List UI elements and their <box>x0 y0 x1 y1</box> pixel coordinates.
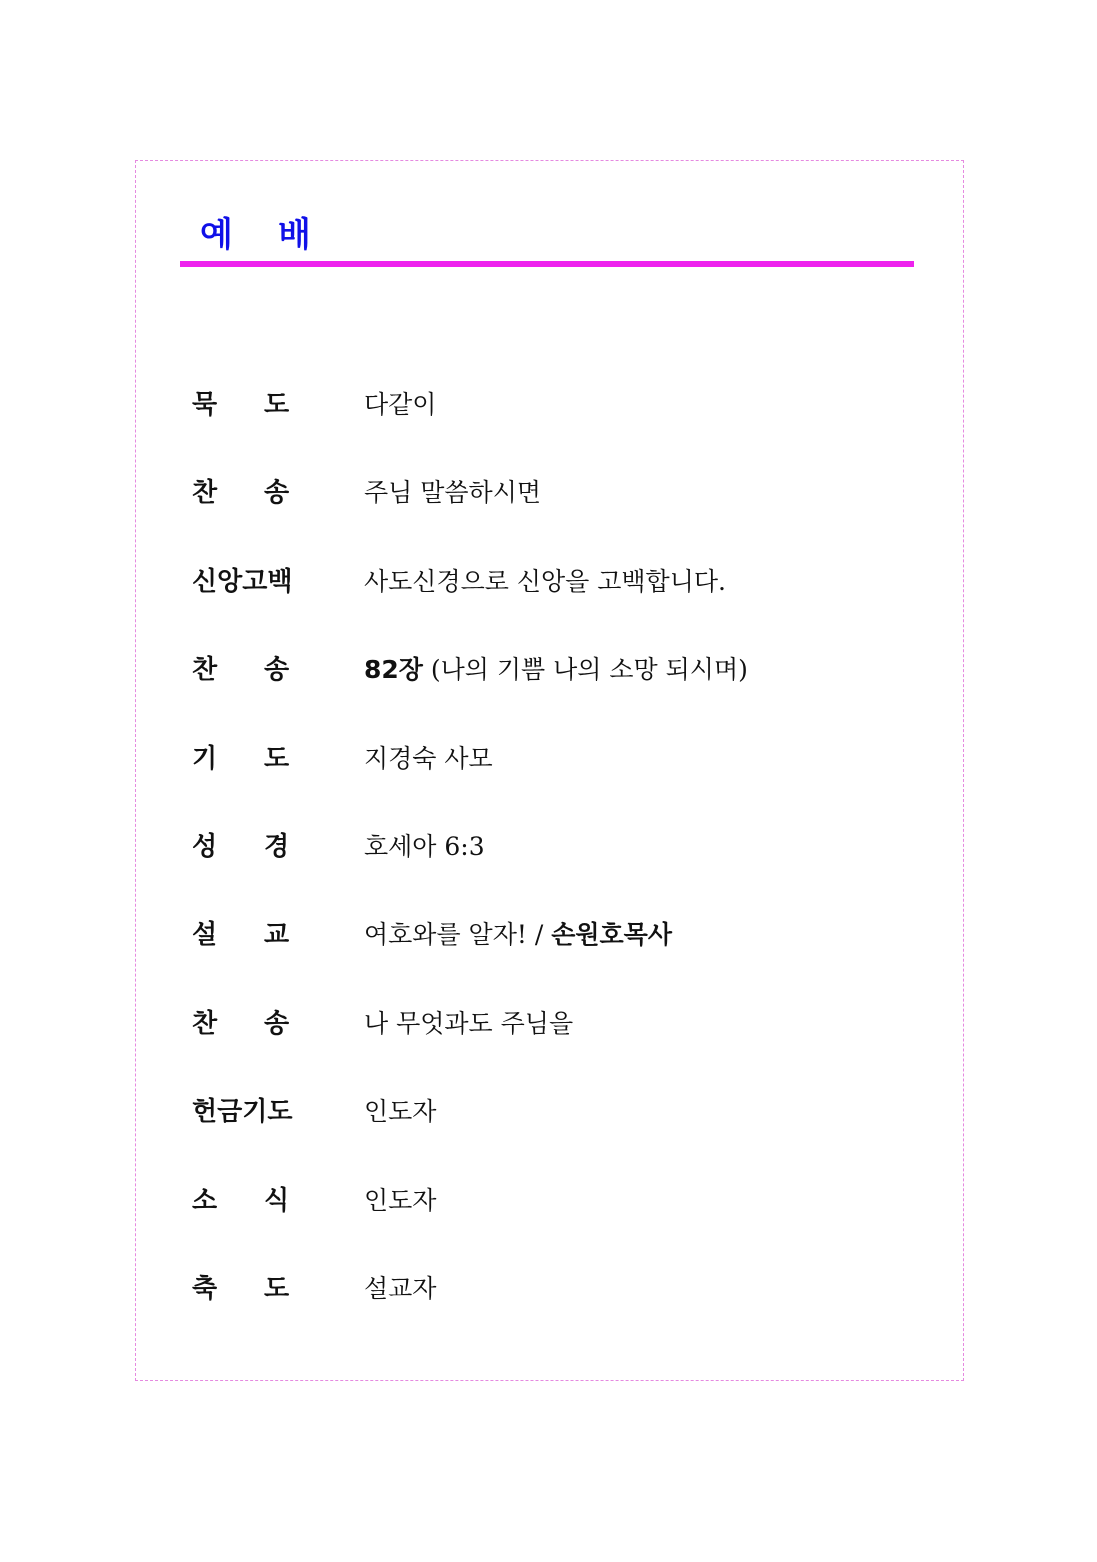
order-value <box>364 912 672 958</box>
order-item-offering-prayer <box>192 1089 892 1177</box>
order-label: 찬 송 <box>192 655 290 686</box>
order-label: 성 경 <box>192 831 290 862</box>
order-label: 찬 송 <box>192 1008 290 1039</box>
order-item-scripture <box>192 824 892 912</box>
order-label: 찬 송 <box>192 478 290 509</box>
preacher-name: 손원호목사 <box>551 920 672 950</box>
hymn-number: 82장 <box>364 655 423 685</box>
title-underline <box>180 261 914 267</box>
order-label: 소 식 <box>192 1185 290 1216</box>
title-char-2: 배 <box>278 215 311 255</box>
order-value: 호세아 6:3 <box>364 831 485 861</box>
order-item-hymn-2 <box>192 647 892 735</box>
order-label: 축 도 <box>192 1273 290 1304</box>
sermon-title: 여호와를 알자! / <box>364 920 552 950</box>
order-item-prayer <box>192 736 892 824</box>
order-value <box>364 647 748 693</box>
order-label: 신앙고백 <box>192 566 293 597</box>
order-value: 사도신경으로 신앙을 고백합니다. <box>364 566 726 596</box>
order-item-hymn-1 <box>192 470 892 558</box>
order-value: 주님 말씀하시면 <box>364 478 541 508</box>
hymn-title: (나의 기쁨 나의 소망 되시며) <box>422 655 748 685</box>
order-item-announcements <box>192 1178 892 1266</box>
order-label: 기 도 <box>192 743 290 774</box>
worship-order-list <box>192 382 892 1354</box>
order-item-creed <box>192 559 892 647</box>
order-item-benediction <box>192 1266 892 1354</box>
order-label: 헌금기도 <box>192 1097 293 1128</box>
order-item-hymn-3 <box>192 1001 892 1089</box>
order-label: 묵 도 <box>192 390 290 420</box>
order-item-silent-prayer <box>192 382 892 470</box>
order-label: 설 교 <box>192 920 290 951</box>
order-value: 다같이 <box>364 390 437 419</box>
order-value: 인도자 <box>364 1185 437 1215</box>
order-item-sermon <box>192 912 892 1000</box>
order-value: 지경숙 사모 <box>364 743 493 773</box>
title-char-1: 예 <box>200 215 233 255</box>
order-value: 나 무엇과도 주님을 <box>364 1008 574 1038</box>
order-value: 설교자 <box>364 1273 437 1303</box>
order-value: 인도자 <box>364 1097 437 1127</box>
